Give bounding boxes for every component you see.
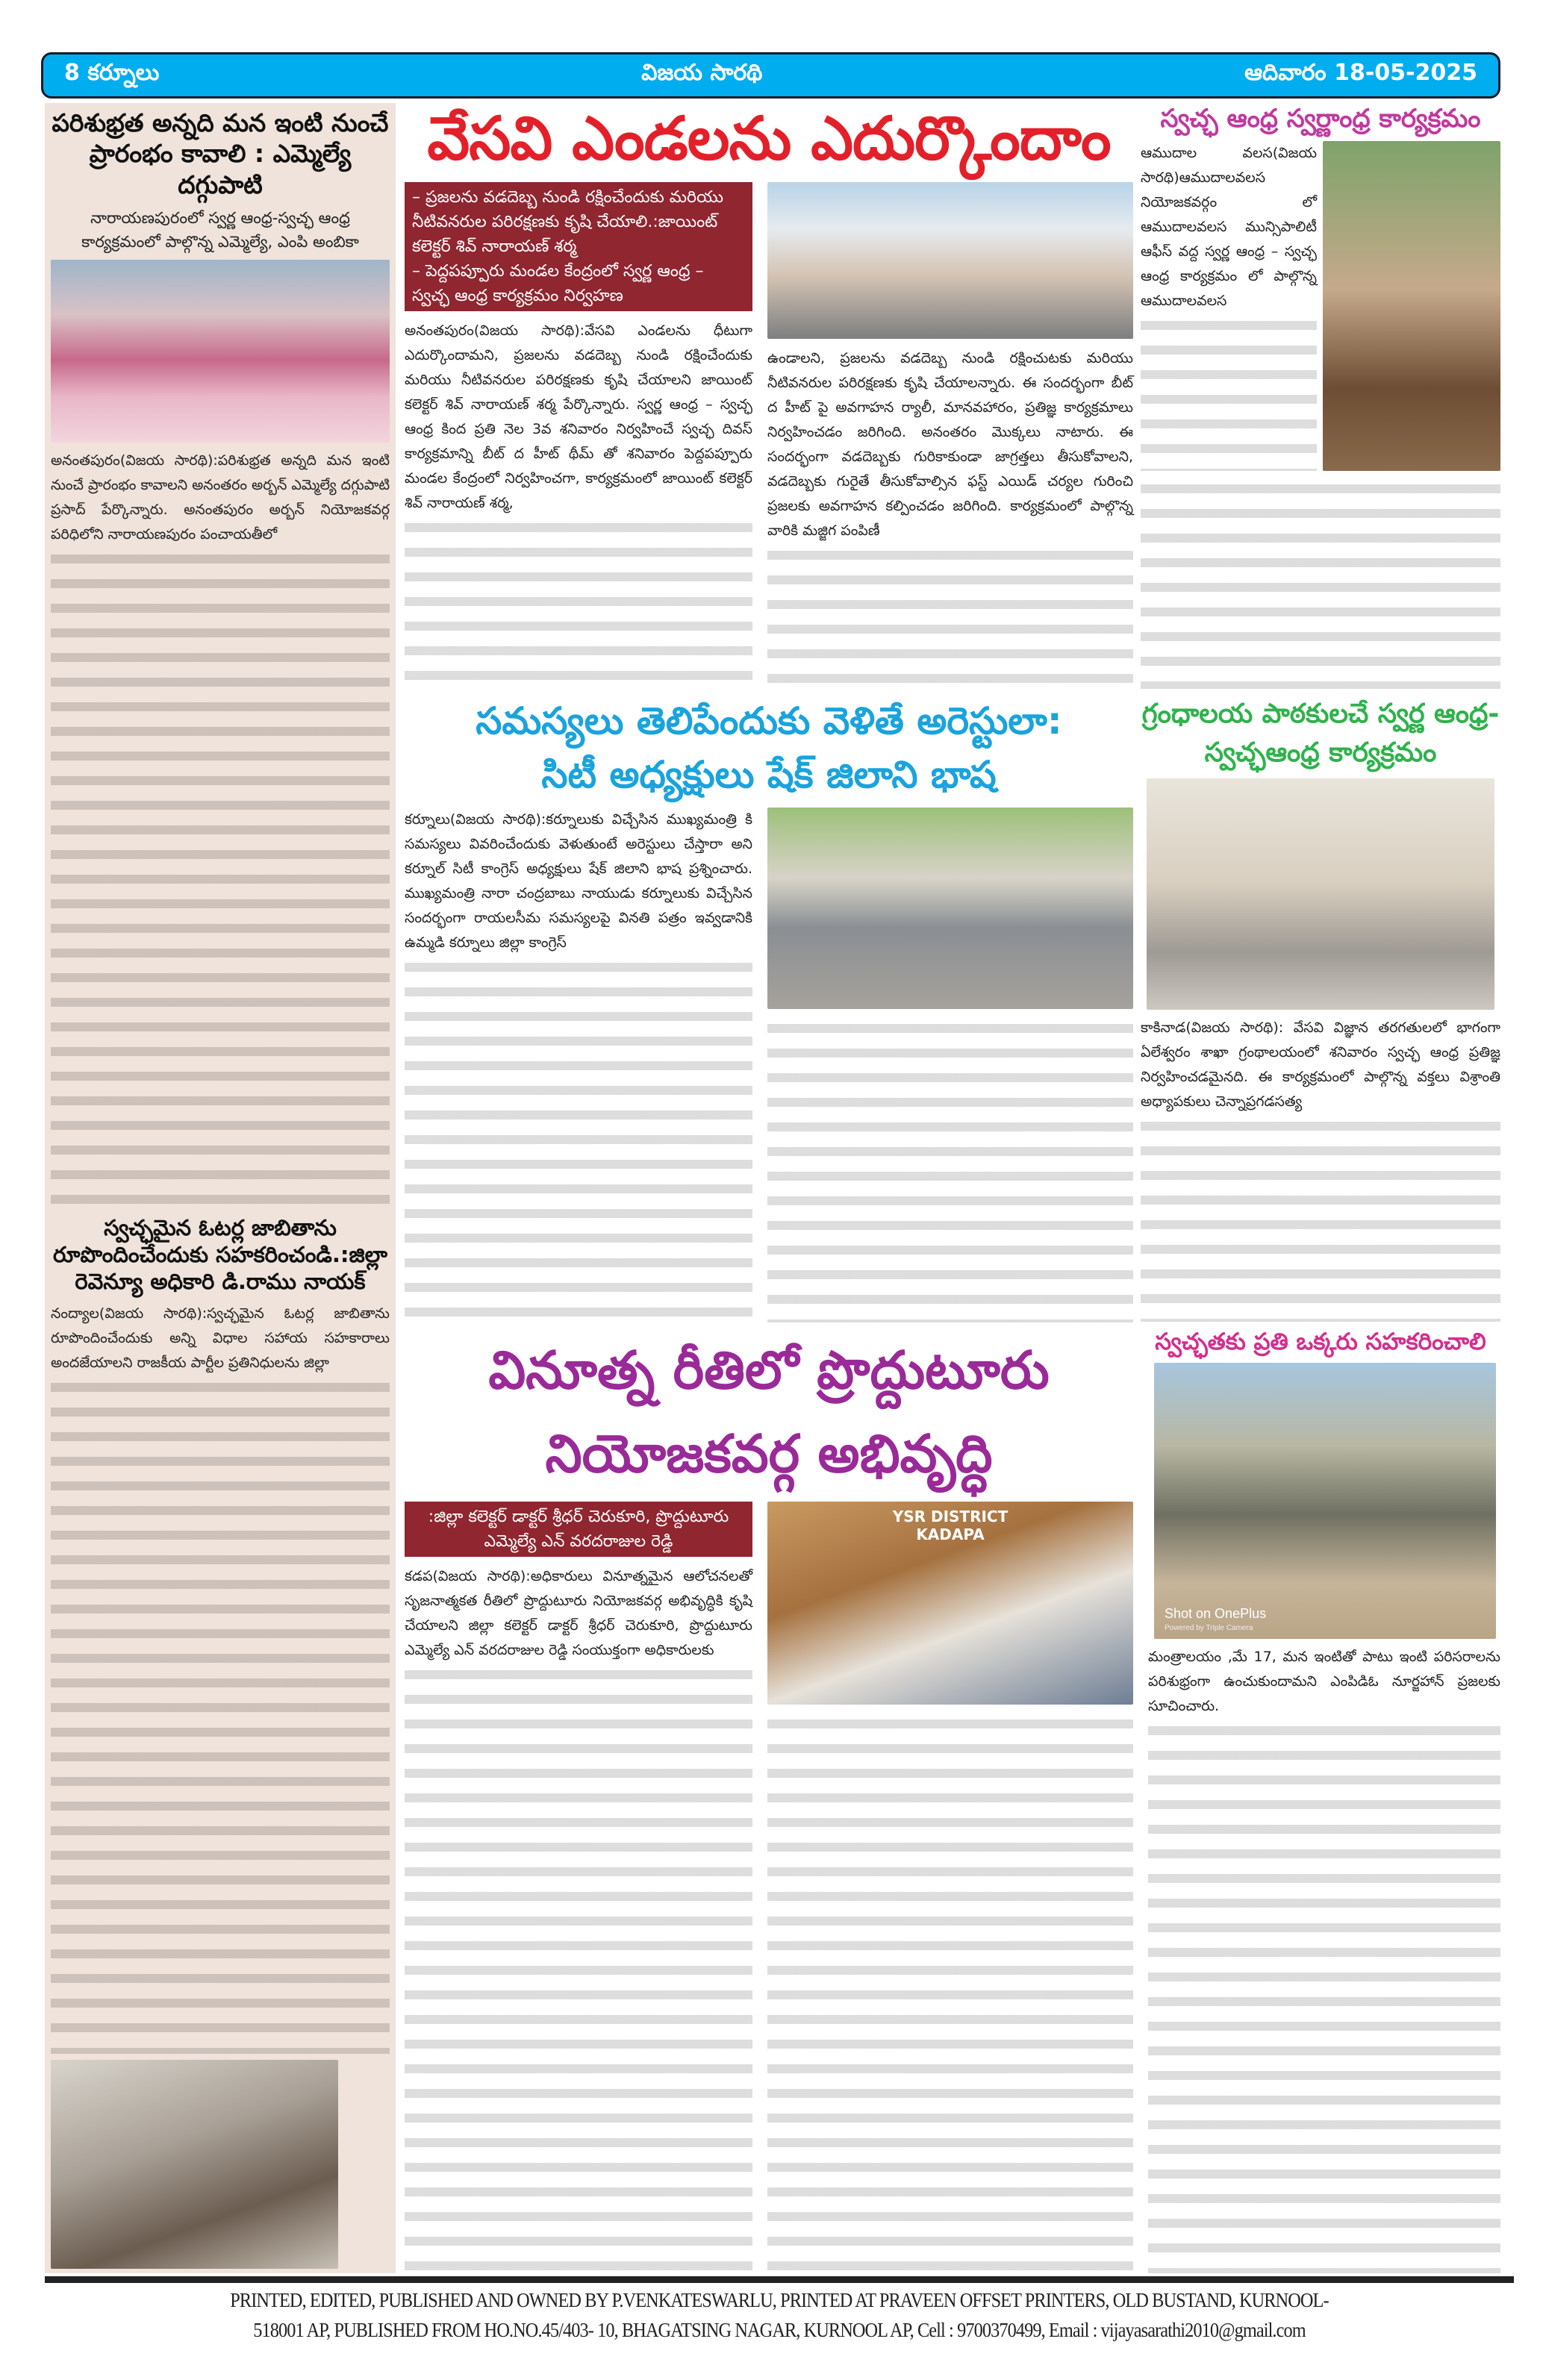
middle-story1-right bbox=[767, 182, 1133, 688]
article-text: ఆముదాల వలస(విజయ సారథి)ఆముదాలవలస నియోజకవర్గం లో ఆముదాలవలస మున్సిపాలిటీ ఆఫీస్ వద్ద స్వర్ణ ఆంధ్ర – స్వచ్ఛ ఆంధ్ర కార్యక్రమం లో పాల్గొన్న ఆముదాలవలస bbox=[1141, 144, 1317, 309]
article-text: అనంతపురం(విజయ సారథి):పరిశుభ్రత అన్నది మన ఇంటి నుంచే ప్రారంభం కావాలని అనంతరం అర్బన్ ఎమ్మెల్యే దగ్గుపాటి ప్రసాద్ పేర్కొన్నారు. అనంతపురం అర్బన్ నియోజకవర్గ పరిధిలోని నారాయణపురం పంచాయతీలో bbox=[51, 452, 390, 543]
middle-story3-right bbox=[767, 1502, 1133, 2273]
middle-story2-row bbox=[405, 808, 1133, 1322]
middle-column bbox=[405, 101, 1133, 2273]
imprint-line: 518001 AP, PUBLISHED FROM HO.NO.45/403- 10, BHAGATSING NAGAR, KURNOOL AP, Cell : 9700370499, Email : vijayasarathi2010@gmail.com bbox=[253, 2319, 1306, 2341]
right-story1-headline: స్వచ్ఛ ఆంధ్ర స్వర్ణాంధ్ర కార్యక్రమం bbox=[1160, 104, 1481, 134]
imprint-line: PRINTED, EDITED, PUBLISHED AND OWNED BY P.VENKATESWARLU, PRINTED AT PRAVEEN OFFSET PRINTERS, OLD BUSTAND, KURNOOL- bbox=[230, 2289, 1329, 2311]
photo-caption: YSR DISTRICT KADAPA bbox=[892, 1507, 1009, 1543]
left-story1-headline: పరిశుభ్రత అన్నది మన ఇంటి నుంచే ప్రారంభం కావాలి : ఎమ్మెల్యే దగ్గుపాటి bbox=[52, 108, 389, 199]
text-lines bbox=[767, 543, 1133, 688]
article-text: మంత్రాలయం ,మే 17, మన ఇంటితో పాటు ఇంటి పరిసరాలను పరిశుభ్రంగా ఉంచుకుందామని ఎంపిడిఓ నూర్జహాన్ ప్రజలకు సూచించారు. bbox=[1148, 1648, 1500, 1714]
middle-story1-row bbox=[405, 182, 1133, 688]
text-lines bbox=[405, 516, 752, 688]
middle-story2-body-b bbox=[767, 1016, 1133, 1322]
article-text: కడప(విజయ సారథి):అధికారులు వినూత్నమైన ఆలోచనలతో సృజనాత్మకత రీతిలో ప్రొద్దుటూరు నియోజకవర్గ అభివృద్ధికి కృషి చేయాలని జిల్లా కలెక్టర్ డాక్టర్ శ్రీధర్ చెరుకూరి, ప్రొద్దుటూరు ఎమ్మెల్యే ఎన్ వరదరాజుల రెడ్డి సంయుక్తంగా అధికారులకు bbox=[405, 1567, 752, 1658]
text-lines bbox=[1141, 477, 1500, 689]
right-story2-photo bbox=[1147, 778, 1494, 1010]
text-lines bbox=[1148, 1719, 1500, 2273]
photo-watermark: Shot on OnePlus bbox=[1165, 1605, 1267, 1621]
middle-story2-body-a bbox=[405, 808, 752, 1322]
middle-story1-left bbox=[405, 182, 752, 688]
masthead bbox=[41, 52, 1500, 99]
right-story1-photo bbox=[1323, 141, 1500, 471]
text-lines bbox=[1141, 1114, 1500, 1322]
article-text: కాకినాడ(విజయ సారథి): వేసవి విజ్ఞాన తరగతులలో భాగంగా ఏలేశ్వరం శాఖా గ్రంథాలయంలో శనివారం స్వచ్ఛ ఆంధ్ర ప్రతిజ్ఞ నిర్వహించడమైనది. ఈ కార్యక్రమంలో పాల్గొన్న వక్తలు విశ్రాంతి అధ్యాపకులు చెన్నాప్రగడసత్య bbox=[1141, 1019, 1500, 1110]
middle-story3-body-a bbox=[405, 1564, 752, 2273]
article-text: ఉండాలని, ప్రజలను వడదెబ్బ నుండి రక్షించుటకు మరియు నీటివనరుల పరిరక్షణకు కృషి చేయాలన్నారు. ఈ సందర్భంగా బీట్ ద హీట్ పై అవగాహన ర్యాలీ, మానవహారం, ప్రతిజ్ఞ కార్యక్రమాలు నిర్వహించడం జరిగింది. అనంతరం మొక్కలు నాటారు. ఈ సందర్భంగా వడదెబ్బకు గురికాకుండా జాగ్రత్తలు తీసుకోవాలని, వడదెబ్బకు గురైతే తీసుకోవాల్సిన ఫస్ట్ ఎయిడ్ చర్యల గురించి ప్రజలకు అవగాహన కల్పించడం జరిగింది. కార్యక్రమంలో పాల్గొన్న వారికి మజ్జిగ పంపిణీ bbox=[767, 350, 1133, 539]
right-story1-body-a bbox=[1141, 141, 1317, 471]
middle-story3-row bbox=[405, 1502, 1133, 2273]
middle-story2-photo bbox=[767, 808, 1133, 1009]
article-text: కర్నూలు(విజయ సారథి):కర్నూలుకు విచ్చేసిన ముఖ్యమంత్రి కి సమస్యలు వివరించేందుకు వెళుతుంటే అరెస్టులు చేస్తారా అని కర్నూల్ సిటీ కాంగ్రెస్ అధ్యక్షులు షేక్ జిలాని భాష ప్రశ్నించారు. ముఖ్యమంత్రి నారా చంద్రబాబు నాయుడు కర్నూలుకు విచ్చేసిన సందర్భంగా రాయలసీమ సమస్యలపై వినతి పత్రం ఇవ్వడానికి ఉమ్మడి కర్నూలు జిల్లా కాంగ్రెస్ bbox=[405, 811, 752, 952]
right-story1-body-b bbox=[1141, 477, 1500, 689]
middle-story3-highlights: :జిల్లా కలెక్టర్ డాక్టర్ శ్రీధర్ చెరుకూరి, ప్రొద్దుటూరు ఎమ్మెల్యే ఎన్ వరదరాజుల రెడ్డి bbox=[405, 1502, 752, 1557]
middle-story1-body-b bbox=[767, 346, 1133, 688]
left-story1-subhead: నారాయణపురంలో స్వర్ణ ఆంధ్ర-స్వచ్ఛ ఆంధ్ర కార్యక్రమంలో పాల్గొన్న ఎమ్మెల్యే, ఎంపి అంబికా bbox=[81, 208, 359, 251]
left-story1-body bbox=[51, 449, 390, 1208]
left-column bbox=[45, 103, 396, 2273]
right-story2-body bbox=[1141, 1016, 1500, 1322]
text-lines bbox=[1141, 313, 1317, 471]
photo-watermark-sub: Powered by Triple Camera bbox=[1165, 1623, 1253, 1632]
footer-divider bbox=[45, 2276, 1514, 2283]
middle-story1-body-a bbox=[405, 319, 752, 688]
right-story1-row bbox=[1141, 141, 1500, 471]
imprint-footer bbox=[118, 2285, 1440, 2345]
headline-line: వినూత్న రీతిలో ప్రొద్దుటూరు bbox=[488, 1339, 1050, 1401]
text-lines bbox=[405, 955, 752, 1322]
right-story3-body bbox=[1141, 1645, 1500, 2273]
middle-story2-right bbox=[767, 808, 1133, 1322]
issue-date: ఆదివారం 18-05-2025 bbox=[1244, 60, 1477, 86]
left-story2-headline: స్వచ్ఛమైన ఓటర్ల జాబితాను రూపొందించేందుకు సహకరించండి.:జిల్లా రెవెన్యూ అధికారి డి.రాము నాయక్ bbox=[52, 1214, 388, 1295]
headline-line: నియోజకవర్గ అభివృద్ధి bbox=[545, 1422, 993, 1484]
text-lines bbox=[51, 547, 390, 1208]
headline-line: సమస్యలు తెలిపేందుకు వెళితే అరెస్టులా: bbox=[476, 699, 1062, 743]
middle-story3-body-b bbox=[767, 1712, 1133, 2273]
right-story3-headline: స్వచ్ఛతకు ప్రతి ఒక్కరు సహకరించాలి bbox=[1155, 1328, 1486, 1356]
middle-story1-headline: వేసవి ఎండలను ఎదుర్కొందాం bbox=[427, 104, 1111, 173]
left-story1-photo bbox=[51, 260, 390, 443]
right-column bbox=[1141, 103, 1500, 2273]
middle-story1-highlights: – ప్రజలను వడదెబ్బ నుండి రక్షించేందుకు మరియు నీటివనరుల పరిరక్షణకు కృషి చేయాలి.:జాయింట్ కలెక్టర్ శివ్ నారాయణ్ శర్మ – పెద్దపప్పూరు మండల కేంద్రంలో స్వర్ణ ఆంధ్ర – స్వచ్ఛ ఆంధ్ర కార్యక్రమం నిర్వహణ bbox=[405, 182, 752, 311]
article-text: అనంతపురం(విజయ సారథి):వేసవి ఎండలను ధీటుగా ఎదుర్కొందామని, ప్రజలను వడదెబ్బ నుండి రక్షించేందుకు మరియు నీటివనరుల పరిరక్షణకు కృషి చేయాలని జాయింట్ కలెక్టర్ శివ్ నారాయణ్ శర్మ పేర్కొన్నారు. స్వర్ణ ఆంధ్ర – స్వచ్ఛ ఆంధ్ర కింద ప్రతి నెల 3వ శనివారం నిర్వహించే స్వచ్ఛ దివస్ కార్యక్రమాన్ని బీట్ ద హీట్ థీమ్ తో శనివారం పెద్దపప్పూరు మండల కేంద్రంలో నిర్వహించగా, కార్యక్రమంలో జాయింట్ కలెక్టర్ శివ్ నారాయణ్ శర్మ, bbox=[405, 322, 752, 511]
page-label: 8 కర్నూలు bbox=[64, 60, 160, 86]
middle-story3-headline bbox=[405, 1328, 1133, 1496]
middle-story2-headline bbox=[405, 694, 1133, 802]
text-lines bbox=[405, 1663, 752, 2273]
article-text: నంద్యాల(విజయ సారథి):స్వచ్ఛమైన ఓటర్ల జాబితాను రూపొందించేందుకు అన్ని విధాల సహాయ సహకారాలు అందజేయాలని రాజకీయ పార్టీల ప్రతినిధులను జిల్లా bbox=[51, 1305, 390, 1371]
right-story2-headline: గ్రంధాలయ పాఠకులచే స్వర్ణ ఆంధ్ర- స్వచ్ఛఆంధ్ర కార్యక్రమం bbox=[1141, 698, 1500, 768]
right-story3-photo bbox=[1154, 1363, 1496, 1639]
text-lines bbox=[51, 1375, 390, 2054]
text-lines bbox=[767, 1712, 1133, 2273]
headline-line: సిటీ అధ్యక్షులు షేక్ జిలాని భాష bbox=[541, 753, 997, 797]
left-story2-body bbox=[51, 1302, 390, 2054]
middle-story3-photo bbox=[767, 1502, 1133, 1705]
middle-story3-left bbox=[405, 1502, 752, 2273]
left-story2-photo bbox=[51, 2060, 338, 2269]
text-lines bbox=[767, 1016, 1133, 1322]
paper-name: విజయ సారథి bbox=[641, 60, 763, 86]
middle-story2-left bbox=[405, 808, 752, 1322]
middle-story1-photo bbox=[767, 182, 1133, 339]
